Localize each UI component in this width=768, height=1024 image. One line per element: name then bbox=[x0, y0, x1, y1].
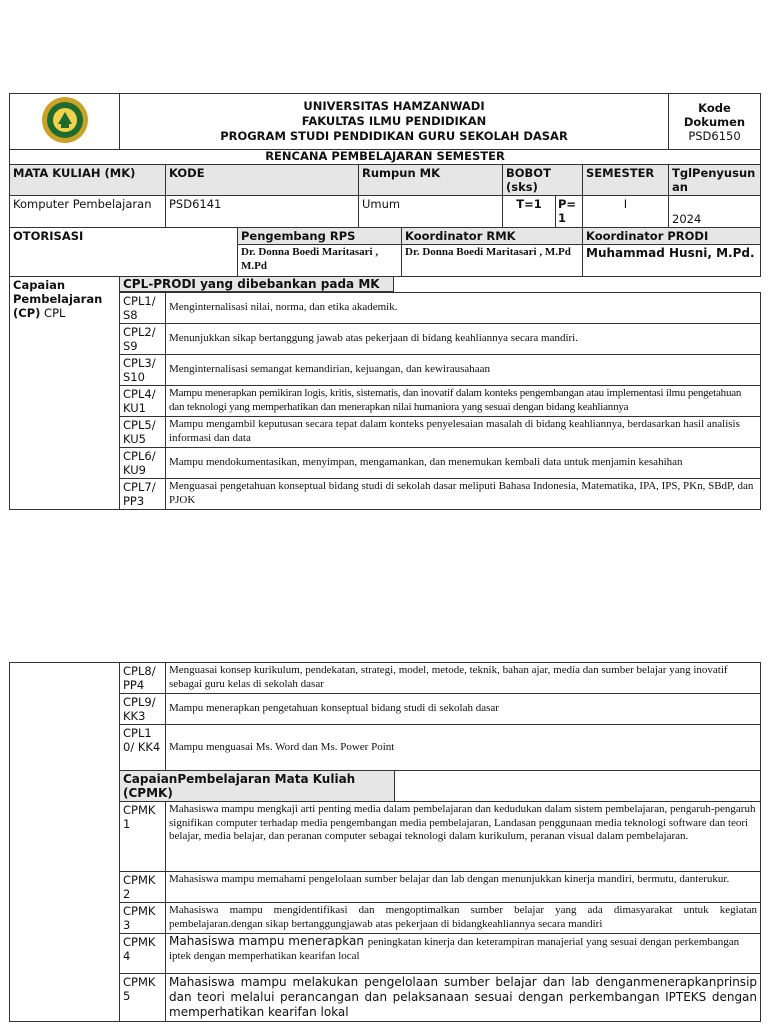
document-code-value: PSD6150 bbox=[688, 128, 741, 143]
cpmk-row bbox=[10, 872, 761, 903]
cpl-code: CPL2/ S9 bbox=[120, 324, 166, 355]
label-kode: KODE bbox=[166, 165, 359, 196]
value-semester: I bbox=[583, 196, 669, 228]
cpl-row bbox=[10, 694, 761, 725]
cpl-header: CPL-PRODI yang dibebankan pada MK bbox=[120, 277, 394, 292]
label-bobot: BOBOT (sks) bbox=[503, 165, 583, 196]
university-logo bbox=[10, 94, 120, 150]
cpl-row bbox=[10, 663, 761, 694]
cpmk-description-part: Mahasiswa mampu menerapkan bbox=[169, 934, 368, 948]
value-koordinator-rmk: Dr. Donna Boedi Maritasari , M.Pd bbox=[402, 245, 583, 277]
cp-label-cell bbox=[10, 277, 120, 510]
rps-table-page2 bbox=[9, 662, 761, 1022]
cpl-description: Menguasai konsep kurikulum, pendekatan, strategi, model, metode, teknik, bahan ajar, media dan sumber belajar yang inovatif sebagai guru kelas di sekolah dasar bbox=[166, 663, 761, 694]
cpmk-row bbox=[10, 974, 761, 1022]
label-rumpun: Rumpun MK bbox=[359, 165, 503, 196]
value-rumpun: Umum bbox=[359, 196, 503, 228]
rps-title: RENCANA PEMBELAJARAN SEMESTER bbox=[10, 150, 761, 165]
cpl-description: Mampu menerapkan pengetahuan konseptual bidang studi di sekolah dasar bbox=[166, 694, 761, 725]
cpl-code: CPL1/ S8 bbox=[120, 293, 166, 324]
cp-label-continued bbox=[10, 663, 120, 1022]
cpmk-header-blank bbox=[395, 771, 761, 802]
cpl-code: CPL7/ PP3 bbox=[120, 479, 166, 510]
cpl-row bbox=[10, 355, 761, 386]
value-mata-kuliah: Komputer Pembelajaran bbox=[10, 196, 166, 228]
cpmk-description: Mahasiswa mampu mengkaji arti penting media dalam pembelajaran dan kedudukan dalam sistem pembelajaran, pengaruh-pengaruh signifikan computer terhadap media pengembangan media pembelajaran, Landasan penggunaan media teknologi software dan teori belajar, media belajar, dan peranan computer sebagai teknologi dalam kurikulum, peranan visual dalam pembelajaran. bbox=[166, 802, 761, 872]
cpl-code: CPL5/ KU5 bbox=[120, 417, 166, 448]
faculty-name: FAKULTAS ILMU PENDIDIKAN bbox=[301, 114, 487, 128]
cp-label-cpl: CPL bbox=[40, 306, 66, 320]
cp-label: Capaian Pembelajaran (CP) bbox=[13, 278, 103, 320]
cpl-description: Mampu menerapkan pemikiran logis, kritis, sistematis, dan inovatif dalam konteks pengembangan atau implementasi ilmu pengetahuan dan teknologi yang memperhatikan dan menerapkan nilai humaniora yang sesuai dengan bidang keahliannya bbox=[166, 386, 761, 417]
value-koordinator-prodi: Muhammad Husni, M.Pd. bbox=[583, 245, 761, 277]
cpl-description: Menginternalisasi nilai, norma, dan etika akademik. bbox=[166, 293, 761, 324]
cpmk-description: Mahasiswa mampu mengidentifikasi dan mengoptimalkan sumber belajar yang ada dimasyarakat untuk kegiatan pembelajaran.dengan sikap bertanggungjawab atas pekerjaan di bidangkeahliannya secara mandiri bbox=[166, 903, 761, 934]
cpl-description: Menginternalisasi semangat kemandirian, kejuangan, dan kewirausahaan bbox=[166, 355, 761, 386]
document-code-cell bbox=[669, 94, 761, 150]
cpmk-row bbox=[10, 934, 761, 974]
cpl-code: CPL4/ KU1 bbox=[120, 386, 166, 417]
cpmk-code: CPMK 5 bbox=[120, 974, 166, 1022]
cpl-description: Mampu menguasai Ms. Word dan Ms. Power Point bbox=[166, 725, 761, 771]
cpmk-row bbox=[10, 903, 761, 934]
value-bobot-t: T=1 bbox=[503, 196, 556, 228]
cpmk-description-part: peningkatan kinerja dan keterampiran manajerial yang sesuai dengan perkembangan iptek dengan memperhatikan kearifan local bbox=[169, 936, 740, 962]
cpl-row bbox=[10, 324, 761, 355]
cpl-description: Menguasai pengetahuan konseptual bidang studi di sekolah dasar meliputi Bahasa Indonesia, Matematika, IPA, IPS, PKn, SBdP, dan PJOK bbox=[166, 479, 761, 510]
program-name: PROGRAM STUDI PENDIDIKAN GURU SEKOLAH DASAR bbox=[220, 129, 568, 143]
value-kode: PSD6141 bbox=[166, 196, 359, 228]
cpl-description: Menunjukkan sikap bertanggung jawab atas pekerjaan di bidang keahliannya secara mandiri. bbox=[166, 324, 761, 355]
cpmk-code: CPMK 2 bbox=[120, 872, 166, 903]
cpl-description: Mampu mengambil keputusan secara tepat dalam konteks penyelesaian masalah di bidang keahliannya, berdasarkan hasil analisis informasi dan data bbox=[166, 417, 761, 448]
cpmk-code: CPMK 4 bbox=[120, 934, 166, 974]
cpl-code: CPL3/ S10 bbox=[120, 355, 166, 386]
cpl-header-cell bbox=[120, 277, 761, 293]
university-name: UNIVERSITAS HAMZANWADI bbox=[303, 99, 485, 113]
cpl-code: CPL1 0/ KK4 bbox=[120, 725, 166, 771]
label-mata-kuliah: MATA KULIAH (MK) bbox=[10, 165, 166, 196]
cpl-row bbox=[10, 386, 761, 417]
cpl-row bbox=[10, 293, 761, 324]
label-tgl-penyusunan: TglPenyusunan bbox=[669, 165, 761, 196]
cpl-row bbox=[10, 479, 761, 510]
label-koordinator-rmk: Koordinator RMK bbox=[402, 228, 583, 245]
value-tgl-penyusunan: 2024 bbox=[669, 196, 761, 228]
value-bobot-p: P= 1 bbox=[556, 196, 583, 228]
rps-table-page1 bbox=[9, 93, 761, 510]
institution-header bbox=[120, 94, 669, 150]
cpl-code: CPL9/ KK3 bbox=[120, 694, 166, 725]
cpl-code: CPL8/ PP4 bbox=[120, 663, 166, 694]
cpl-row bbox=[10, 417, 761, 448]
cpl-description: Mampu mendokumentasikan, menyimpan, mengamankan, dan menemukan kembali data untuk menjamin kesahihan bbox=[166, 448, 761, 479]
value-pengembang-rps: Dr. Donna Boedi Maritasari , M.Pd bbox=[238, 245, 402, 277]
document-code-label: Kode Dokumen bbox=[683, 100, 746, 129]
cpmk-row bbox=[10, 802, 761, 872]
cpmk-code: CPMK 3 bbox=[120, 903, 166, 934]
label-pengembang-rps: Pengembang RPS bbox=[238, 228, 402, 245]
cpl-code: CPL6/ KU9 bbox=[120, 448, 166, 479]
label-semester: SEMESTER bbox=[583, 165, 669, 196]
cpmk-description: Mahasiswa mampu memahami pengelolaan sumber belajar dan lab dengan menunjukkan kinerja mandiri, bermutu, danterukur. bbox=[166, 872, 761, 903]
cpmk-description bbox=[166, 934, 761, 974]
label-otorisasi: OTORISASI bbox=[10, 228, 238, 277]
cpl-row bbox=[10, 725, 761, 771]
label-koordinator-prodi: Koordinator PRODI bbox=[583, 228, 761, 245]
cpmk-description: Mahasiswa mampu melakukan pengelolaan sumber belajar dan lab denganmenerapkanprinsip dan teori melalui perancangan dan pelaksanaan sesuai dengan perkembangan IPTEKS dengan memperhatikan kearifan lokal bbox=[166, 974, 761, 1022]
cpmk-header: CapaianPembelajaran Mata Kuliah (CPMK) bbox=[120, 771, 395, 802]
cpmk-code: CPMK 1 bbox=[120, 802, 166, 872]
university-seal-icon bbox=[40, 95, 90, 145]
cpl-row bbox=[10, 448, 761, 479]
